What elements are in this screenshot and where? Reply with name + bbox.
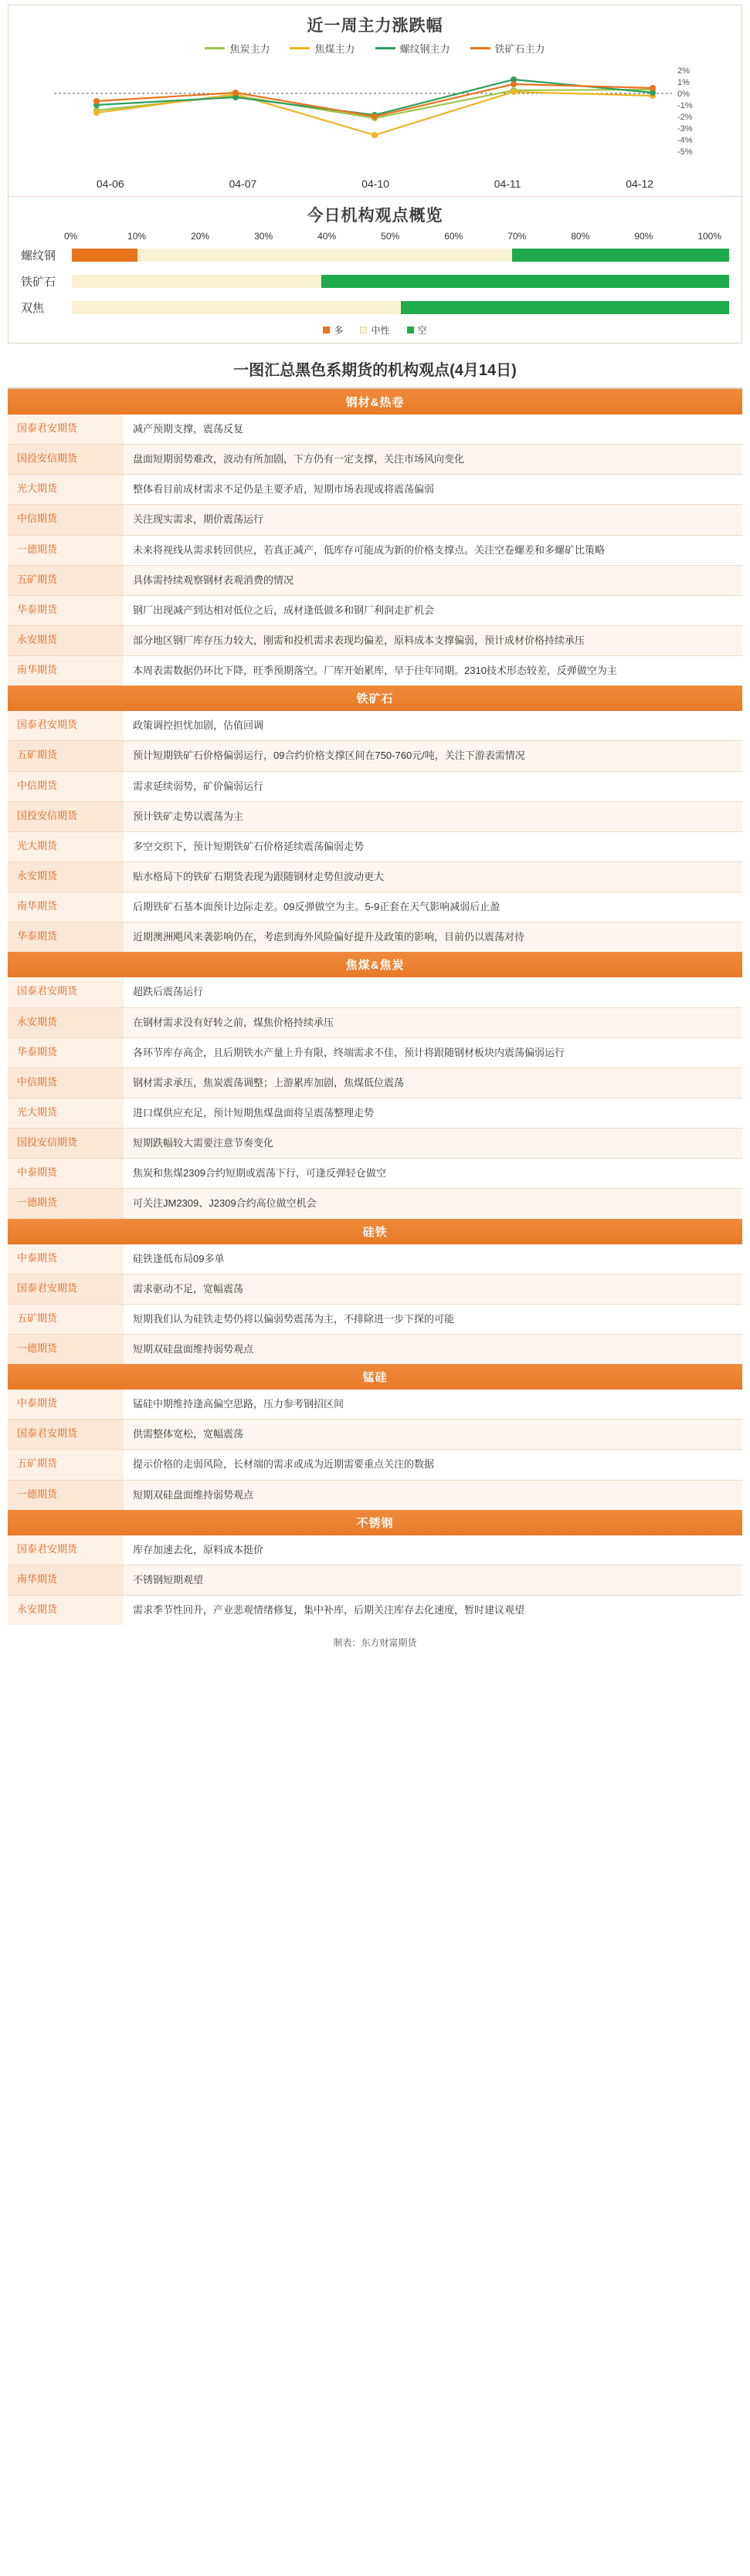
row-source: 光大期货 <box>8 832 124 861</box>
row-source: 五矿期货 <box>8 1305 124 1334</box>
row-source: 国泰君安期货 <box>8 1420 124 1449</box>
table-row <box>8 1450 742 1480</box>
section-header-guitie: 硅铁 <box>8 1219 742 1244</box>
bar-row-tiekuangshi <box>21 268 729 294</box>
bar-chart-legend <box>8 320 742 337</box>
section-buxiugang <box>8 1510 742 1625</box>
row-text: 需求季节性回升，产业悲观情绪修复，集中补库，后期关注库存去化速度，暂时建议观望 <box>124 1596 742 1625</box>
bar-legend-duo <box>323 323 343 337</box>
row-text: 库存加速去化，原料成本挺价 <box>124 1535 742 1565</box>
table-row <box>8 596 742 626</box>
row-text: 需求驱动不足，宽幅震荡 <box>124 1274 742 1304</box>
row-source: 中泰期货 <box>8 1390 124 1419</box>
table-row <box>8 1098 742 1129</box>
table-row <box>8 1305 742 1335</box>
legend-label-tiekuangshi: 铁矿石主力 <box>494 43 545 55</box>
section-mengui <box>8 1364 742 1510</box>
row-text: 可关注JM2309、J2309合约高位做空机会 <box>124 1189 742 1218</box>
bar-track-tiekuangshi <box>72 275 729 288</box>
legend-label-jiaomei: 焦煤主力 <box>314 43 355 55</box>
row-source: 一德期货 <box>8 1335 124 1364</box>
row-text: 短期双硅盘面维持弱势观点 <box>124 1335 742 1364</box>
row-text: 钢厂出现减产到达相对低位之后，成材逢低做多和钢厂利润走扩机会 <box>124 596 742 625</box>
row-text: 近期澳洲飓风来袭影响仍在，考虑到海外风险偏好提升及政策的影响，目前仍以震荡对待 <box>124 922 742 952</box>
row-source: 永安期货 <box>8 1596 124 1625</box>
row-source: 国投安信期货 <box>8 802 124 831</box>
bar-legend-label-zhongxing: 中性 <box>371 325 390 336</box>
row-source: 华泰期货 <box>8 1038 124 1068</box>
row-text: 贴水格局下的铁矿石期货表现为跟随钢材走势但波动更大 <box>124 862 742 892</box>
row-source: 永安期货 <box>8 862 124 892</box>
table-row <box>8 802 742 832</box>
legend-swatch-jiaotan <box>205 47 225 49</box>
row-text: 具体需持续观察钢材表观消费的情况 <box>124 566 742 595</box>
table-row <box>8 1420 742 1450</box>
row-source: 国泰君安期货 <box>8 1274 124 1304</box>
table-row <box>8 475 742 505</box>
table-row <box>8 1596 742 1625</box>
bar-legend-label-kong: 空 <box>417 325 427 336</box>
bar-xtick-70: 70% <box>507 231 527 242</box>
seg-zhongxing-shuangjiao <box>72 301 401 314</box>
table-row <box>8 1481 742 1510</box>
table-row <box>8 1244 742 1274</box>
row-source: 一德期货 <box>8 1189 124 1218</box>
ytick-2: 2% <box>677 66 690 76</box>
bar-row-luowengang <box>21 242 729 268</box>
row-source: 永安期货 <box>8 626 124 655</box>
section-header-tiekuangshi: 铁矿石 <box>8 685 742 711</box>
table-row <box>8 1129 742 1159</box>
row-text: 各环节库存高企，且后期铁水产量上升有限，终端需求不佳，预计将跟随钢材板块内震荡偏弱运行 <box>124 1038 742 1068</box>
row-text: 短期我们认为硅铁走势仍将以偏弱势震荡为主，不排除进一步下探的可能 <box>124 1305 742 1334</box>
seg-kong-shuangjiao <box>401 301 730 314</box>
section-header-mengui: 锰硅 <box>8 1364 742 1390</box>
legend-item-tiekuangshi <box>470 41 545 56</box>
ytick-m4: -4% <box>677 136 693 145</box>
legend-swatch-luowengang <box>375 47 395 49</box>
row-source: 光大期货 <box>8 475 124 504</box>
bar-track-shuangjiao <box>72 301 729 314</box>
row-source: 五矿期货 <box>8 566 124 595</box>
bar-xtick-40: 40% <box>317 231 337 242</box>
table-row <box>8 922 742 952</box>
legend-label-luowengang: 螺纹钢主力 <box>399 43 450 55</box>
bar-xtick-60: 60% <box>444 231 463 242</box>
legend-item-jiaotan <box>205 41 270 56</box>
table-row <box>8 1390 742 1420</box>
row-source: 中信期货 <box>8 772 124 801</box>
row-text: 整体看目前成材需求不足仍是主要矛盾，短期市场表现或将震荡偏弱 <box>124 475 742 504</box>
table-row <box>8 445 742 475</box>
row-text: 不锈钢短期观望 <box>124 1566 742 1595</box>
table-row <box>8 415 742 445</box>
table-row <box>8 741 742 771</box>
seg-kong-luowengang <box>512 249 729 262</box>
bar-row-shuangjiao <box>21 294 729 320</box>
seg-kong-tiekuangshi <box>321 275 729 288</box>
row-text: 硅铁逢低布局09多单 <box>124 1244 742 1274</box>
table-row <box>8 1566 742 1596</box>
bar-legend-kong <box>407 323 427 337</box>
line-chart-card <box>8 5 742 197</box>
table-row <box>8 862 742 892</box>
row-text: 政策调控担忧加剧，估值回调 <box>124 711 742 740</box>
row-source: 南华期货 <box>8 656 124 685</box>
table-row <box>8 892 742 922</box>
ytick-1: 1% <box>677 78 690 87</box>
row-source: 华泰期货 <box>8 596 124 625</box>
bar-chart-grid <box>21 231 729 320</box>
line-chart-xaxis <box>8 176 742 196</box>
table-row <box>8 505 742 535</box>
section-header-buxiugang: 不锈钢 <box>8 1510 742 1535</box>
bar-chart-title: 今日机构观点概览 <box>307 207 443 225</box>
row-text: 在钢材需求没有好转之前，煤焦价格持续承压 <box>124 1008 742 1038</box>
table-row <box>8 977 742 1007</box>
row-text: 预计短期铁矿石价格偏弱运行，09合约价格支撑区间在750-760元/吨，关注下游表需情况 <box>124 741 742 770</box>
row-text: 需求延续弱势，矿价偏弱运行 <box>124 772 742 801</box>
bar-track-luowengang <box>72 249 729 262</box>
ytick-m1: -1% <box>677 101 693 110</box>
table-row <box>8 772 742 802</box>
table-row <box>8 1159 742 1189</box>
table-row <box>8 1189 742 1218</box>
row-source: 南华期货 <box>8 892 124 922</box>
bar-xtick-30: 30% <box>254 231 273 242</box>
row-text: 短期跌幅较大需要注意节奏变化 <box>124 1129 742 1158</box>
row-source: 一德期货 <box>8 1481 124 1510</box>
row-source: 华泰期货 <box>8 922 124 952</box>
table-row <box>8 1038 742 1068</box>
row-text: 锰硅中期维持逢高偏空思路，压力参考钢招区间 <box>124 1390 742 1419</box>
line-chart-legend <box>8 39 742 60</box>
bar-legend-label-duo: 多 <box>334 325 344 336</box>
row-source: 南华期货 <box>8 1566 124 1595</box>
row-text: 后期铁矿石基本面预计边际走差。09反弹做空为主。5-9正套在天气影响减弱后止盈 <box>124 892 742 922</box>
bar-legend-zhongxing <box>360 323 389 337</box>
table-row <box>8 1335 742 1364</box>
table-row <box>8 626 742 656</box>
row-text: 进口煤供应充足，预计短期焦煤盘面将呈震荡整理走势 <box>124 1098 742 1128</box>
table-row <box>8 1008 742 1038</box>
row-source: 国泰君安期货 <box>8 1535 124 1565</box>
row-text: 钢材需求承压，焦炭震荡调整；上游累库加剧，焦煤低位震荡 <box>124 1068 742 1098</box>
row-source: 中泰期货 <box>8 1159 124 1188</box>
row-source: 国泰君安期货 <box>8 711 124 740</box>
row-source: 永安期货 <box>8 1008 124 1038</box>
row-source: 国投安信期货 <box>8 1129 124 1158</box>
seg-zhongxing-luowengang <box>137 249 512 262</box>
line-chart-title: 近一周主力涨跌幅 <box>307 17 443 35</box>
bar-chart-xaxis <box>64 231 729 242</box>
table-row <box>8 656 742 685</box>
bar-legend-swatch-kong <box>407 327 414 333</box>
row-text: 供需整体宽松，宽幅震荡 <box>124 1420 742 1449</box>
row-source: 五矿期货 <box>8 741 124 770</box>
bar-xtick-50: 50% <box>381 231 400 242</box>
row-text: 预计铁矿走势以震荡为主 <box>124 802 742 831</box>
section-header-gangcai: 钢材&热卷 <box>8 389 742 415</box>
section-gangcai <box>8 389 742 685</box>
bar-xtick-20: 20% <box>191 231 210 242</box>
table-row <box>8 1068 742 1098</box>
ytick-m3: -3% <box>677 124 693 134</box>
table-row <box>8 1535 742 1566</box>
row-source: 国泰君安期货 <box>8 415 124 444</box>
bar-row-label-luowengang: 螺纹钢 <box>21 249 56 262</box>
page-root <box>0 5 750 1661</box>
row-source: 中信期货 <box>8 1068 124 1098</box>
section-guitie <box>8 1219 742 1365</box>
legend-item-luowengang <box>375 41 450 56</box>
legend-label-jiaotan: 焦炭主力 <box>229 43 270 55</box>
row-text: 超跌后震荡运行 <box>124 977 742 1007</box>
section-header-jiaomei-jiaotan: 焦煤&焦炭 <box>8 952 742 977</box>
row-source: 中泰期货 <box>8 1244 124 1274</box>
row-text: 多空交织下，预计短期铁矿石价格延续震荡偏弱走势 <box>124 832 742 861</box>
line-chart-svg <box>12 60 746 176</box>
legend-item-jiaomei <box>290 41 355 56</box>
xtick-0406: 04-06 <box>96 178 124 190</box>
xtick-0410: 04-10 <box>361 178 389 190</box>
xtick-0411: 04-11 <box>494 178 521 190</box>
table-row <box>8 566 742 596</box>
legend-swatch-tiekuangshi <box>470 47 490 49</box>
row-source: 五矿期货 <box>8 1450 124 1479</box>
legend-swatch-jiaomei <box>290 47 310 49</box>
seg-duo-luowengang <box>72 249 137 262</box>
series-points-luowengang <box>93 76 656 118</box>
row-text: 提示价格的走弱风险，长材端的需求或成为近期需要重点关注的数据 <box>124 1450 742 1479</box>
bar-xtick-0: 0% <box>64 231 78 242</box>
bar-row-label-tiekuangshi: 铁矿石 <box>21 275 56 289</box>
xtick-0412: 04-12 <box>626 178 654 190</box>
row-source: 中信期货 <box>8 505 124 534</box>
row-text: 未来将视线从需求转回供应，若真正减产，低库存可能成为新的价格支撑点。关注空卷螺差和多螺矿比策略 <box>124 536 742 565</box>
bar-legend-swatch-duo <box>323 327 330 333</box>
bar-row-label-shuangjiao: 双焦 <box>21 301 45 315</box>
bar-chart-card <box>8 197 742 344</box>
seg-zhongxing-tiekuangshi <box>72 275 321 288</box>
table-row <box>8 536 742 566</box>
bar-xtick-90: 90% <box>634 231 653 242</box>
ytick-m5: -5% <box>677 147 693 157</box>
table-row <box>8 711 742 741</box>
row-text: 本周表需数据仍环比下降，旺季预期落空。厂库开始累库，早于往年同期。2310技术形态较差，反弹做空为主 <box>124 656 742 685</box>
bar-xtick-10: 10% <box>127 231 147 242</box>
row-text: 关注现实需求，期价震荡运行 <box>124 505 742 534</box>
row-source: 光大期货 <box>8 1098 124 1128</box>
bar-xtick-100: 100% <box>697 231 722 242</box>
row-source: 国投安信期货 <box>8 445 124 474</box>
footer-credit: 制表：东方财富期货 <box>333 1637 417 1649</box>
row-text: 短期双硅盘面维持弱势观点 <box>124 1481 742 1510</box>
xtick-0407: 04-07 <box>229 178 257 190</box>
line-chart-plot <box>12 60 738 176</box>
ytick-m2: -2% <box>677 113 693 122</box>
page-title: 一图汇总黑色系期货的机构观点(4月14日) <box>8 348 742 389</box>
row-text: 减产预期支撑，震荡反复 <box>124 415 742 444</box>
row-text: 焦炭和焦煤2309合约短期或震荡下行，可逢反弹轻仓做空 <box>124 1159 742 1188</box>
row-text: 盘面短期弱势难改，波动有所加剧，下方仍有一定支撑，关注市场风向变化 <box>124 445 742 474</box>
section-jiaomei-jiaotan <box>8 952 742 1218</box>
bar-xtick-80: 80% <box>571 231 590 242</box>
row-text: 部分地区钢厂库存压力较大，刚需和投机需求表现均偏差，原料成本支撑偏弱，预计成材价格持续承压 <box>124 626 742 655</box>
row-source: 国泰君安期货 <box>8 977 124 1007</box>
ytick-0: 0% <box>677 90 690 99</box>
bar-legend-swatch-zhongxing <box>360 327 367 333</box>
section-tiekuangshi <box>8 685 742 952</box>
row-source: 一德期货 <box>8 536 124 565</box>
table-row <box>8 832 742 862</box>
table-row <box>8 1274 742 1305</box>
